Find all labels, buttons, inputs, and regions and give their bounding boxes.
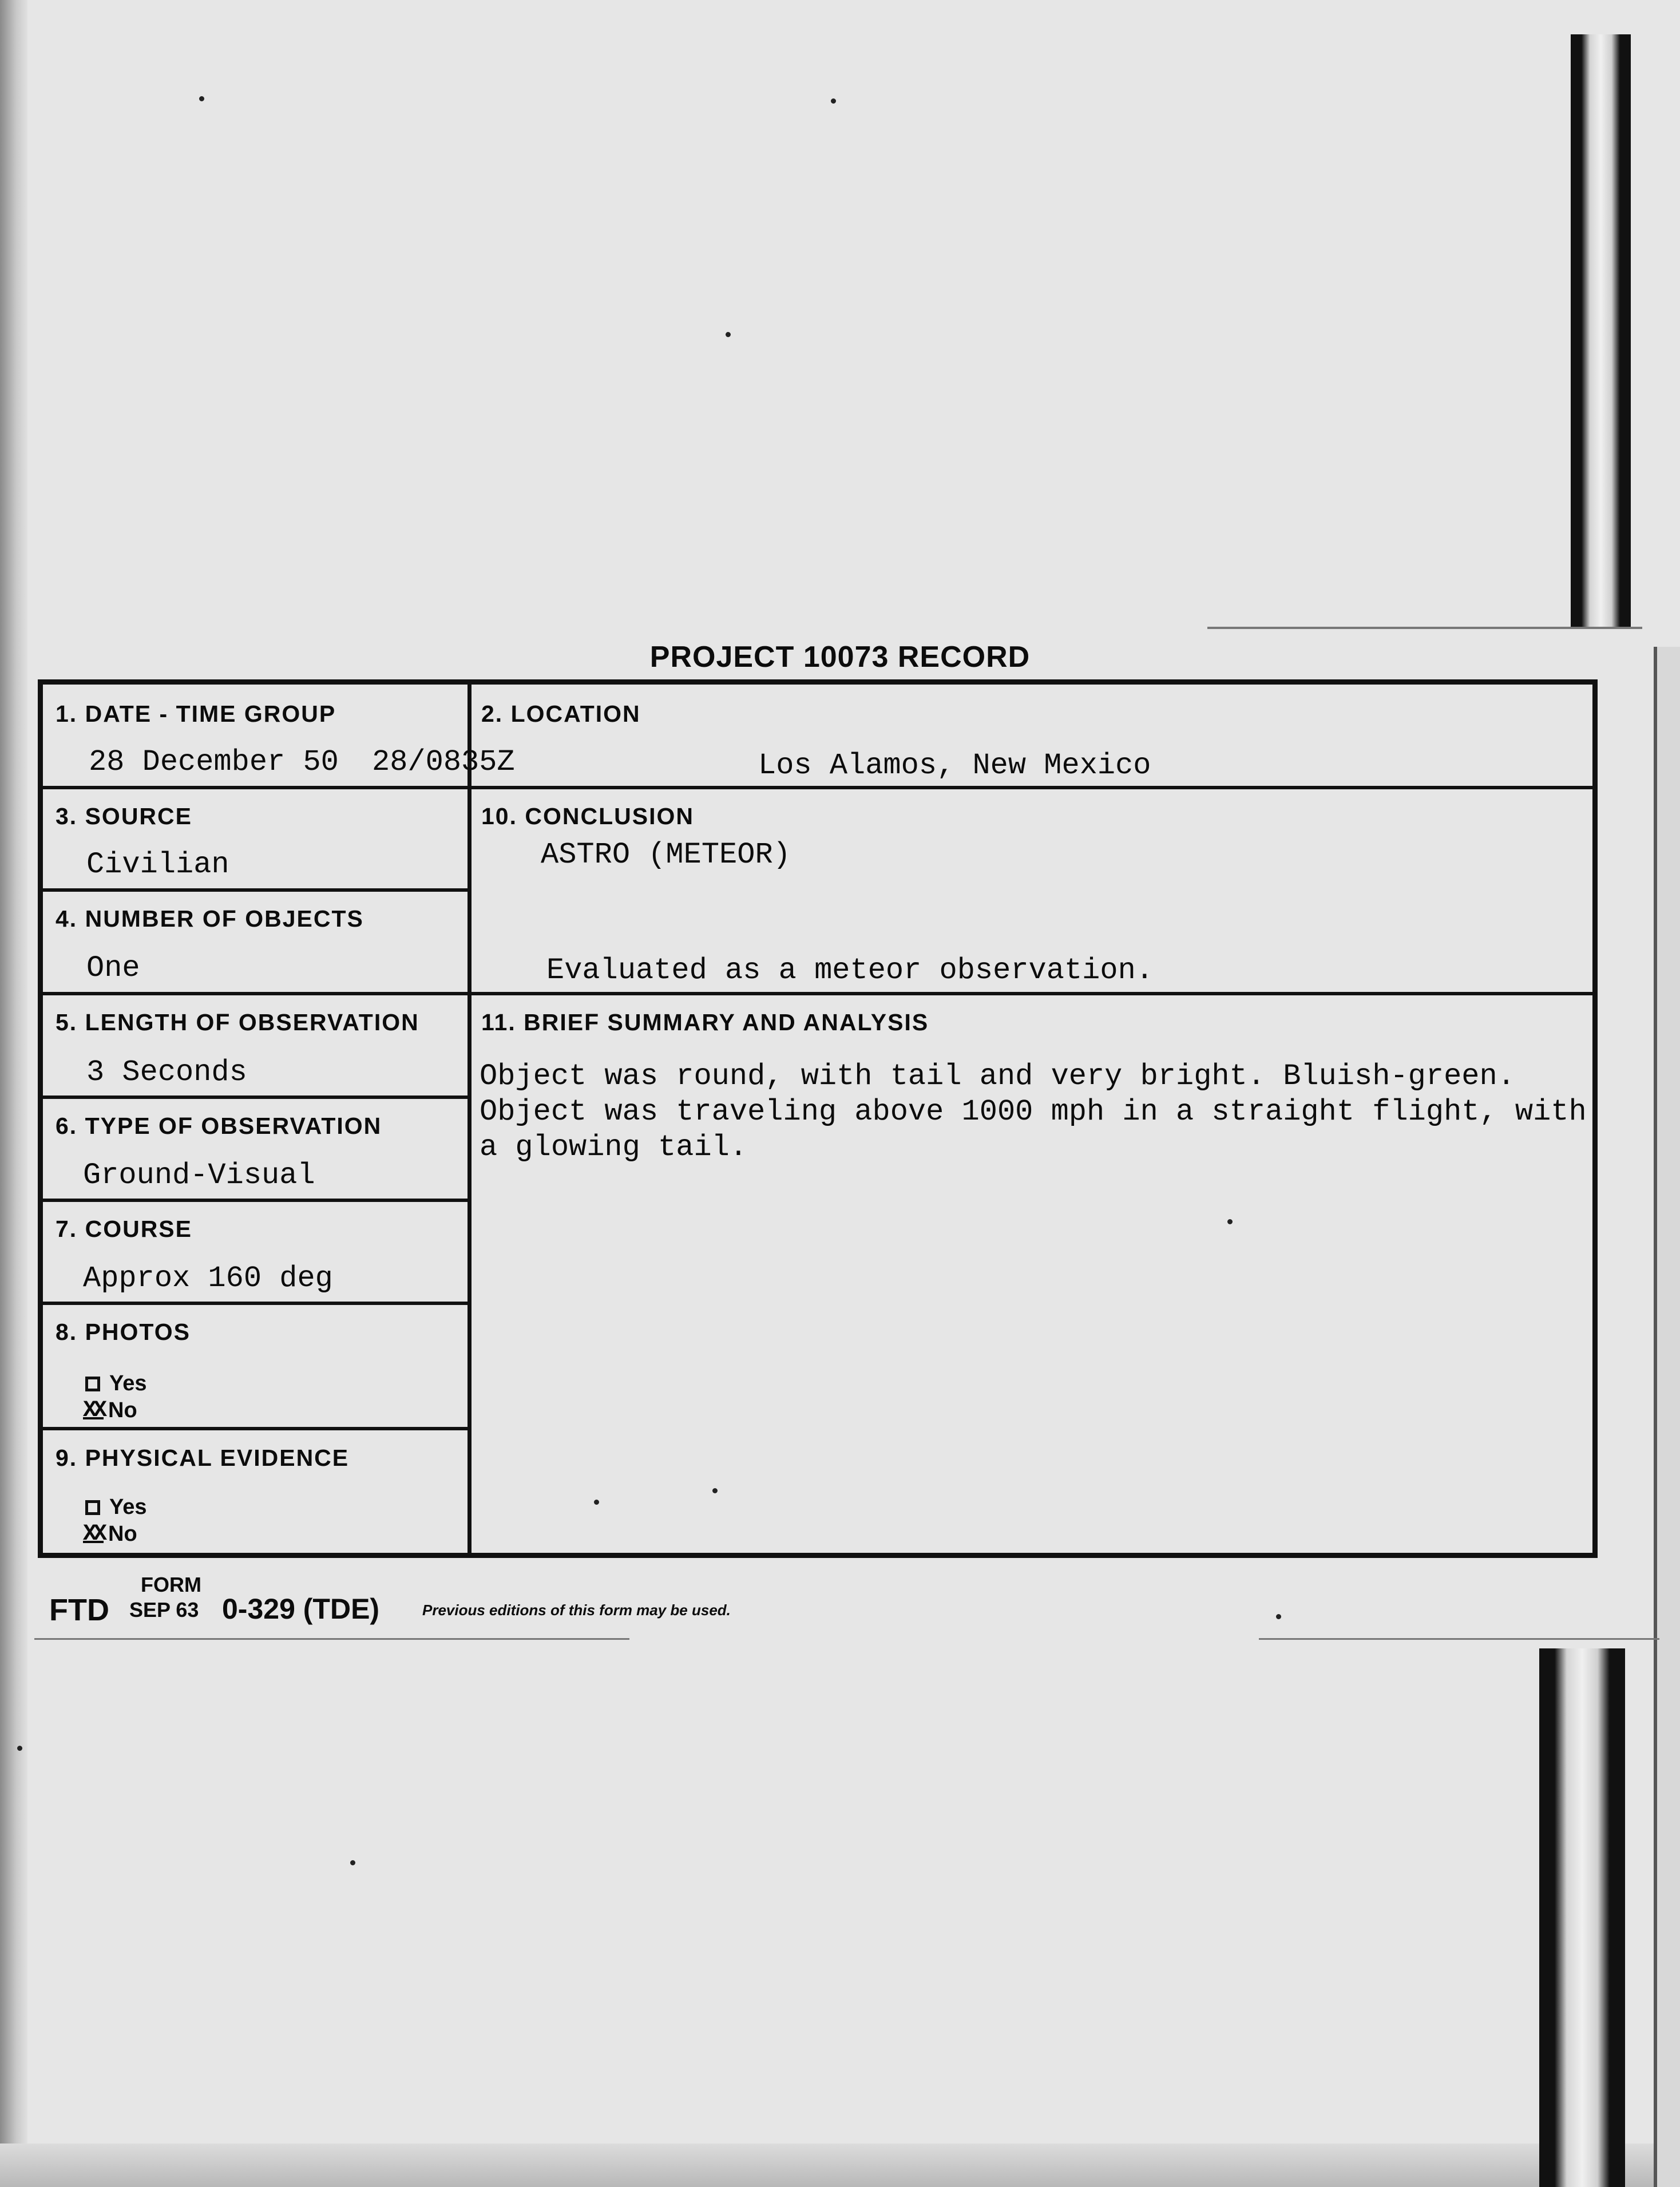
photos-no-mark: XX [83, 1398, 104, 1423]
number-of-objects-label: 4. NUMBER OF OBJECTS [56, 905, 364, 932]
physical-evidence-yes-checkbox [85, 1500, 100, 1515]
summary-label: 11. BRIEF SUMMARY AND ANALYSIS [481, 1009, 929, 1035]
photos-no-option [83, 1398, 137, 1423]
photos-label: 8. PHOTOS [56, 1319, 191, 1345]
underlying-sheet-edge [1654, 647, 1680, 2187]
speck [199, 96, 204, 101]
length-of-observation-label: 5. LENGTH OF OBSERVATION [56, 1009, 419, 1035]
fold-line-bottom [34, 1638, 629, 1640]
physical-evidence-no-text: No [108, 1522, 137, 1546]
footer-date-code: SEP 63 [129, 1598, 199, 1622]
physical-evidence-no-option [83, 1521, 137, 1547]
physical-evidence-label: 9. PHYSICAL EVIDENCE [56, 1445, 350, 1471]
date-value: 28 December 50 [89, 745, 339, 779]
photos-yes-text: Yes [109, 1371, 147, 1395]
fold-line-top [1207, 627, 1642, 629]
summary-text: Object was round, with tail and very bright. Bluish-green. Object was traveling above 1000 mph in a straight flight, with a glowing tail. [480, 1059, 1587, 1164]
source-value: Civilian [86, 848, 229, 881]
photos-yes-checkbox [85, 1377, 100, 1391]
conclusion-value: ASTRO (METEOR) [541, 838, 791, 872]
form-title: PROJECT 10073 RECORD [649, 640, 1031, 674]
row-divider [43, 888, 467, 892]
number-of-objects-value: One [86, 951, 140, 985]
speck [17, 1746, 22, 1751]
location-value: Los Alamos, New Mexico [758, 749, 1151, 782]
type-of-observation-label: 6. TYPE OF OBSERVATION [56, 1113, 382, 1139]
conclusion-label: 10. CONCLUSION [481, 803, 694, 829]
physical-evidence-no-mark: XX [83, 1521, 104, 1547]
speck [1276, 1614, 1281, 1619]
conclusion-note: Evaluated as a meteor observation. [546, 954, 1154, 987]
source-label: 3. SOURCE [56, 803, 192, 829]
date-time-label: 1. DATE - TIME GROUP [56, 701, 336, 727]
length-of-observation-value: 3 Seconds [86, 1055, 247, 1089]
binder-clip-bottom [1539, 1648, 1625, 2187]
physical-evidence-yes-text: Yes [109, 1495, 147, 1519]
course-value: Approx 160 deg [83, 1261, 333, 1295]
fold-line-bottom-right [1259, 1638, 1659, 1640]
course-label: 7. COURSE [56, 1216, 192, 1242]
row-divider [43, 1199, 467, 1202]
speck [350, 1860, 355, 1865]
binder-clip-top [1571, 34, 1631, 627]
footer-note: Previous editions of this form may be used. [422, 1601, 731, 1619]
time-value: 28/0835Z [372, 745, 515, 779]
scan-bottom-edge [0, 2144, 1680, 2187]
scan-left-edge [0, 0, 27, 2187]
type-of-observation-value: Ground-Visual [83, 1158, 315, 1192]
row-divider [43, 1427, 467, 1430]
footer-form-word: FORM [141, 1573, 201, 1596]
speck [831, 98, 836, 104]
column-divider [467, 685, 471, 1553]
physical-evidence-yes-option [85, 1495, 147, 1520]
speck [726, 332, 731, 337]
row-divider [43, 786, 1592, 789]
row-divider [43, 1096, 467, 1099]
footer-ftd: FTD [49, 1593, 109, 1627]
photos-no-text: No [108, 1398, 137, 1422]
photos-yes-option [85, 1371, 147, 1396]
location-label: 2. LOCATION [481, 701, 641, 727]
footer-form-number: 0-329 (TDE) [222, 1593, 380, 1625]
row-divider [43, 992, 1592, 995]
row-divider [43, 1302, 467, 1305]
